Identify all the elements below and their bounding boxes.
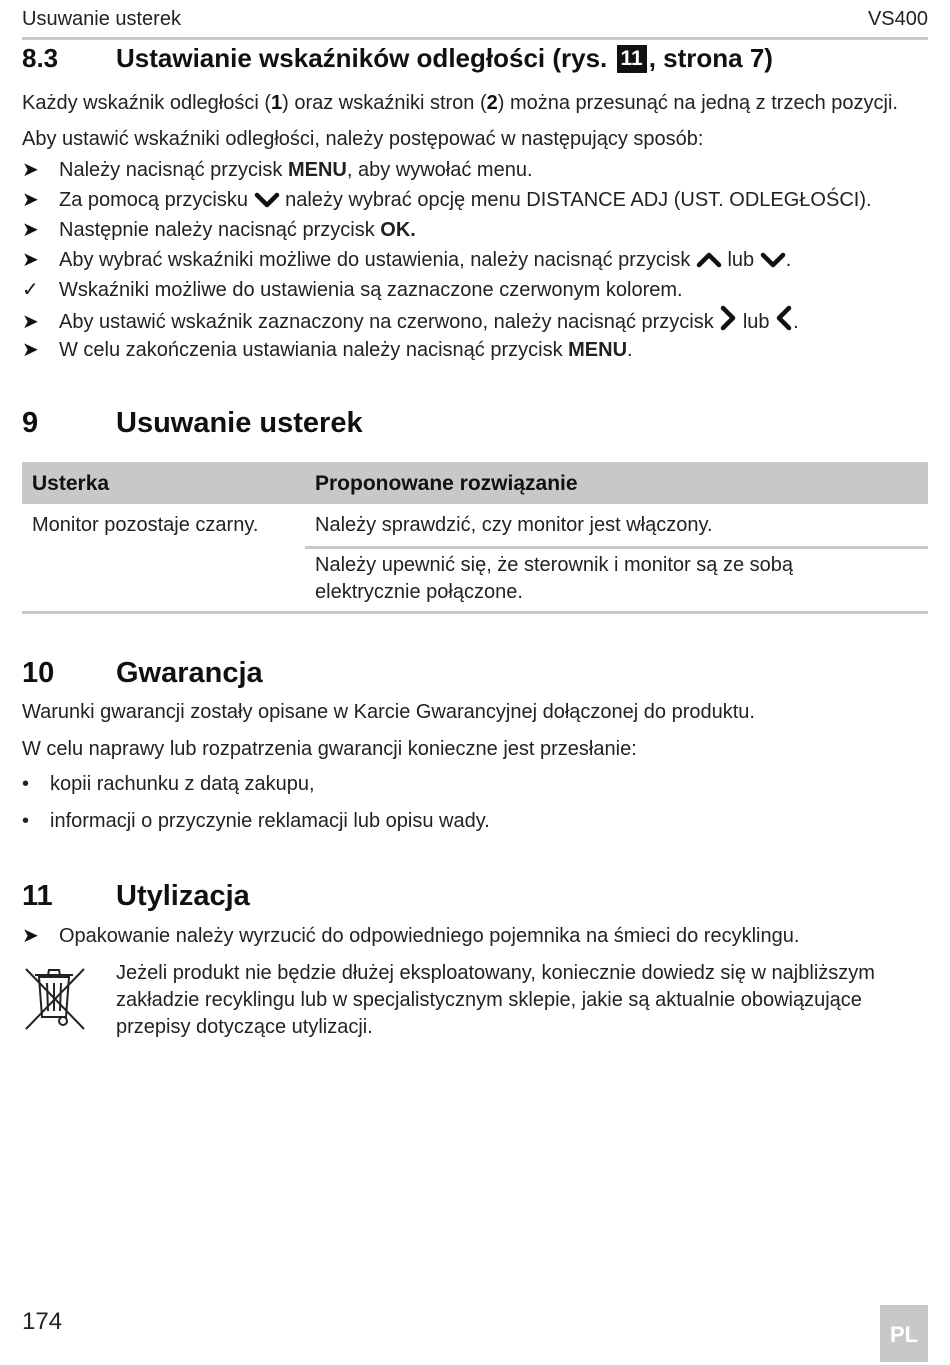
bullet-dot: • — [22, 810, 30, 832]
disposal-note: Jeżeli produkt nie będzie dłużej eksploatowany, koniecznie dowiedz się w najbliższym zakładzie recyklingu lub w specjalistycznym sklepie, jakie są aktualnie obowiązujące przepisy dotyczące utylizacji. — [116, 962, 875, 1038]
language-badge: PL — [880, 1305, 928, 1362]
chevron-down-icon — [760, 248, 786, 278]
list-item: • informacji o przyczynie reklamacji lub opisu wady. — [22, 810, 490, 832]
arrow-bullet: ➤ — [22, 311, 39, 333]
heading-number: 9 — [22, 407, 39, 439]
table-cell-fault: Monitor pozostaje czarny. — [32, 514, 259, 536]
heading-title: Usuwanie usterek — [116, 407, 363, 439]
bullet-dot: • — [22, 773, 30, 795]
paragraph-indicators: Każdy wskaźnik odległości (1) oraz wskaźniki stron (2) można przesunąć na jedną z trzech pozycji. — [22, 92, 898, 114]
paragraph-warranty-terms: Warunki gwarancji zostały opisane w Karcie Gwarancyjnej dołączonej do produktu. — [22, 701, 755, 723]
heading-title: Utylizacja — [116, 880, 250, 912]
list-item: • kopii rachunku z datą zakupu, — [22, 773, 315, 795]
heading-number: 8.3 — [22, 43, 59, 73]
step-2: ➤ Za pomocą przycisku należy wybrać opcję menu DISTANCE ADJ (UST. ODLEGŁOŚCI). — [22, 185, 872, 218]
heading-8-3 — [22, 43, 773, 74]
heading-title-end: , strona 7) — [648, 43, 773, 73]
heading-title: Gwarancja — [116, 657, 263, 689]
page-number: 174 — [22, 1308, 63, 1335]
heading-number: 11 — [22, 880, 53, 912]
column-header-solution: Proponowane rozwiązanie — [315, 472, 578, 495]
arrow-bullet: ➤ — [22, 159, 39, 181]
crossed-out-bin-icon — [22, 963, 88, 1038]
column-header-fault: Usterka — [32, 472, 110, 495]
heading-10 — [22, 657, 263, 690]
header-rule — [22, 37, 928, 40]
arrow-bullet: ➤ — [22, 249, 39, 271]
heading-11 — [22, 880, 250, 913]
running-header-model: VS400 — [867, 8, 928, 30]
paragraph-warranty-required: W celu naprawy lub rozpatrzenia gwarancji konieczne jest przesłanie: — [22, 738, 637, 760]
chevron-down-icon — [254, 188, 280, 218]
step-1: ➤ Należy nacisnąć przycisk MENU, aby wywołać menu. — [22, 155, 533, 185]
step-packaging: ➤ Opakowanie należy wyrzucić do odpowiedniego pojemnika na śmieci do recyklingu. — [22, 921, 799, 951]
arrow-bullet: ➤ — [22, 189, 39, 211]
heading-9 — [22, 407, 363, 440]
paragraph-procedure-intro: Aby ustawić wskaźniki odległości, należy postępować w następujący sposób: — [22, 128, 704, 150]
step-7: ➤ W celu zakończenia ustawiania należy nacisnąć przycisk MENU. — [22, 335, 633, 365]
table-bottom-rule — [22, 611, 928, 614]
arrow-bullet: ➤ — [22, 339, 39, 361]
check-mark-icon: ✓ — [22, 279, 39, 301]
table-row-divider — [305, 546, 928, 549]
chevron-up-icon — [696, 248, 722, 278]
step-5-result: ✓ Wskaźniki możliwe do ustawienia są zaznaczone czerwonym kolorem. — [22, 275, 683, 305]
heading-number: 10 — [22, 657, 55, 689]
running-header-section: Usuwanie usterek — [22, 8, 181, 30]
table-cell-solution-1: Należy sprawdzić, czy monitor jest włączony. — [315, 514, 713, 536]
arrow-bullet: ➤ — [22, 219, 39, 241]
step-3: ➤ Następnie należy nacisnąć przycisk OK. — [22, 215, 416, 245]
chevron-right-icon — [719, 305, 737, 340]
table-cell-solution-2: Należy upewnić się, że sterownik i monitor są ze sobą elektrycznie połączone. — [315, 554, 793, 603]
chevron-left-icon — [775, 305, 793, 340]
figure-ref-badge: 11 — [617, 45, 647, 73]
heading-title-start: Ustawianie wskaźników odległości (rys. — [116, 43, 608, 73]
table-header — [22, 462, 928, 504]
step-6: ➤ Aby ustawić wskaźnik zaznaczony na czerwono, należy nacisnąć przycisk lub . — [22, 305, 799, 340]
step-4: ➤ Aby wybrać wskaźniki możliwe do ustawienia, należy nacisnąć przycisk lub . — [22, 245, 791, 278]
arrow-bullet: ➤ — [22, 925, 39, 947]
